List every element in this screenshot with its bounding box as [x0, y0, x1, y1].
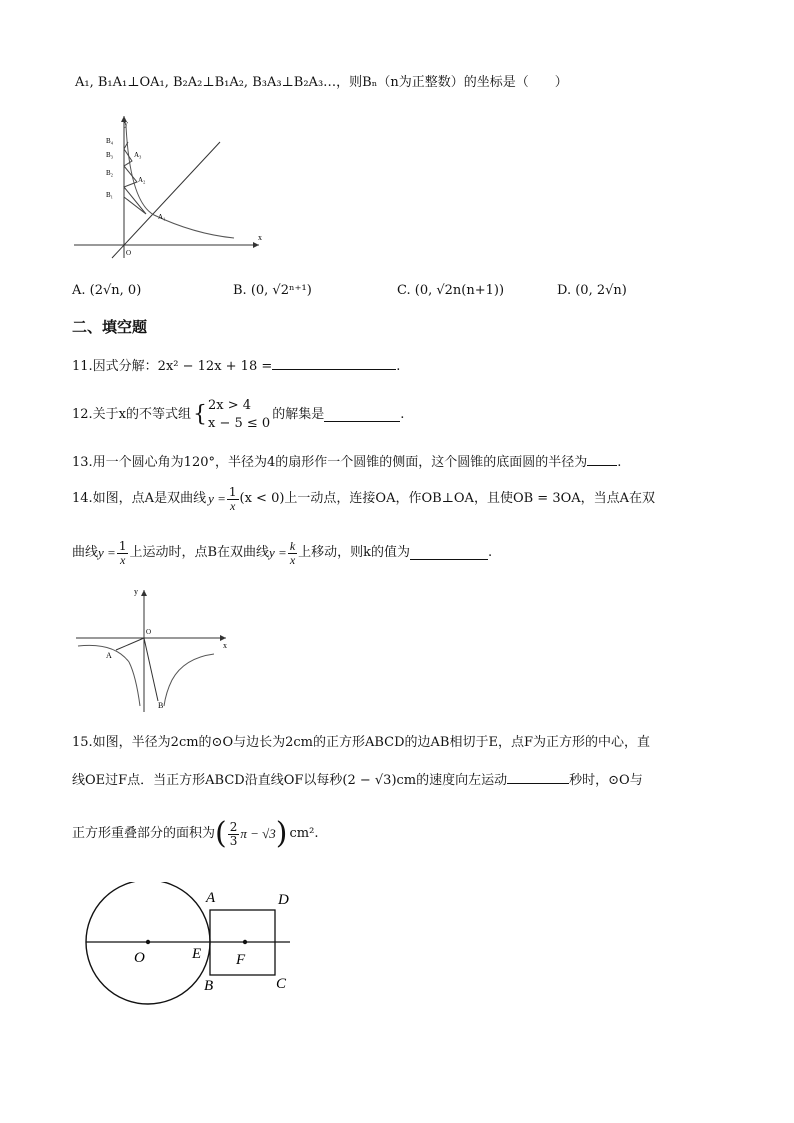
q12-answer-blank[interactable]: [324, 408, 400, 422]
q10-stem-tail: A₁, B₁A₁⊥OA₁, B₂A₂⊥B₁A₂, B₃A₃⊥B₂A₃…，则Bₙ（n为正整数）的坐标是（ ）: [75, 75, 568, 90]
q15-line3: 正方形重叠部分的面积为 ( $\frac{2}{3}$ π − √3 ) cm² .: [72, 816, 319, 851]
q10-x-label: x: [258, 233, 262, 242]
q14-answer-blank[interactable]: [410, 546, 488, 560]
q10-option-b[interactable]: B. (0, √2ⁿ⁺¹): [233, 283, 312, 298]
q12: 12.关于x的不等式组 { 2x > 4 x − 5 ≤ 0 的解集是 .: [72, 398, 405, 431]
q10-a1-label: A₁: [158, 213, 166, 221]
q10-b3-label: B₃: [106, 151, 114, 159]
q14-frac-2: $\frac{1}{x}$: [118, 538, 127, 567]
q14-origin-label: O: [146, 628, 152, 636]
q12-system: 2x > 4 x − 5 ≤ 0: [208, 398, 271, 431]
q13: 13.用一个圆心角为120°，半径为4的扇形作一个圆锥的侧面，这个圆锥的底面圆的半径为 .: [72, 452, 621, 472]
q10-option-a[interactable]: A. (2√n, 0): [72, 283, 142, 298]
q14-frac-1: $\frac{1}{x}$: [228, 484, 237, 513]
q15-line2: 线OE过F点．当正方形ABCD沿直线OF以每秒(2 − √3)cm的速度向左运动 秒时，⊙O与: [72, 770, 643, 790]
q14-y-label: y: [134, 587, 138, 596]
q10-b4-label: B₄: [106, 137, 114, 145]
q15-label-d: D: [278, 892, 289, 908]
q15-label-c: C: [276, 976, 287, 992]
q15-label-e: E: [192, 946, 202, 962]
q14-figure: [74, 584, 234, 714]
q15-label-a: A: [206, 890, 216, 906]
q15-line1: 15.如图，半径为2cm的⊙O与边长为2cm的正方形ABCD的边AB相切于E，点F为正方形的中心，直: [72, 735, 650, 750]
q10-a3-label: A₃: [134, 151, 142, 159]
q10-b1-label: B₁: [106, 191, 114, 199]
q14-x-label: x: [223, 641, 227, 650]
q13-answer-blank[interactable]: [587, 452, 617, 466]
q10-a2-label: A₂: [138, 176, 146, 184]
q15-frac: $\frac{2}{3}$: [229, 819, 238, 848]
q11-answer-blank[interactable]: [272, 356, 396, 370]
q15-label-f: F: [236, 952, 246, 968]
section-title: 二、填空题: [72, 318, 148, 336]
q15-figure: [80, 882, 300, 1012]
q15-label-o: O: [134, 950, 145, 966]
q10-y-label: y: [124, 119, 128, 128]
q14-frac-3: $\frac{k}{x}$: [289, 538, 296, 567]
q10-option-c[interactable]: C. (0, √2n(n+1)): [397, 283, 505, 298]
q15-answer-blank[interactable]: [507, 770, 569, 784]
q10-figure: [74, 112, 264, 260]
q12-brace: {: [193, 402, 208, 427]
q10-origin-label: O: [126, 249, 132, 257]
q10-option-d[interactable]: D. (0, 2√n): [557, 283, 627, 298]
q11: 11.因式分解：2x² − 12x + 18 = .: [72, 356, 400, 376]
q14-line1: 14.如图，点A是双曲线 y = $\frac{1}{x}$ (x < 0)上一动点，连接OA，作OB⊥OA，且使OB = 3OA，当点A在双: [72, 484, 656, 513]
q14-a-label: A: [106, 651, 112, 660]
q10-b2-label: B₂: [106, 169, 114, 177]
q14-b-label: B: [158, 701, 164, 710]
q14-line2: 曲线 y = $\frac{1}{x}$ 上运动时，点B在双曲线 y = $\frac{k}{x}$ 上移动，则k的值为 .: [72, 538, 493, 567]
q15-label-b: B: [204, 978, 214, 994]
